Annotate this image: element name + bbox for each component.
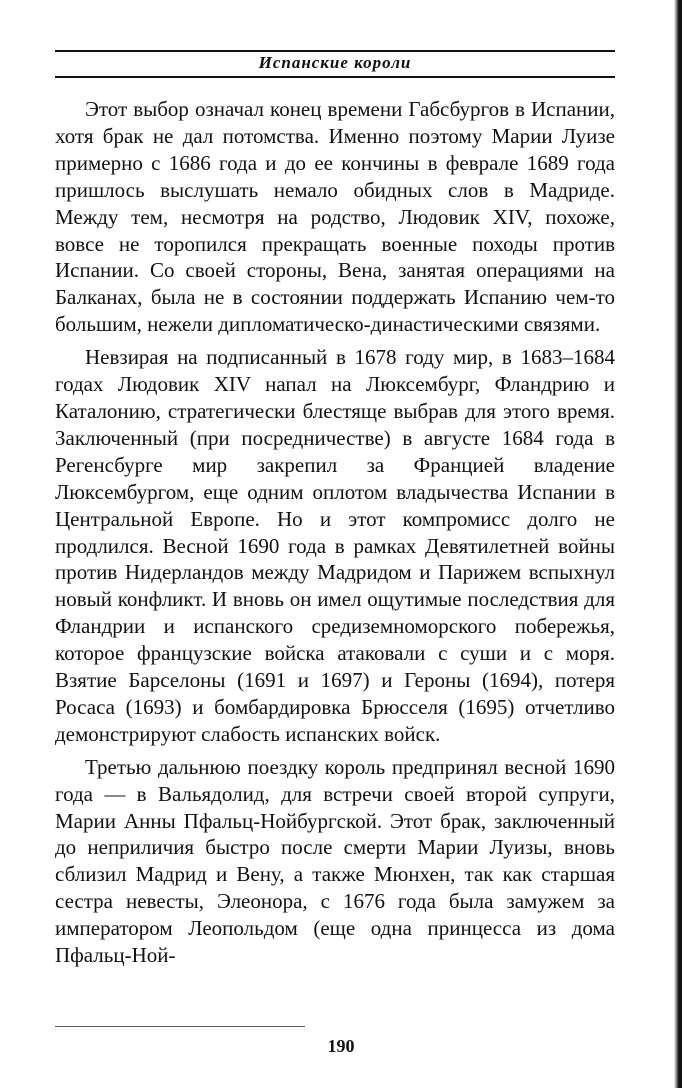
paragraph-2: Невзирая на подписанный в 1678 году мир, в 1683–1684 годах Людовик XIV напал на Люксембург, Фландрию и Каталонию, стратегически блестяще выбрав для этого время. Заключенный (при посредничестве) в августе 1684 года в Регенсбурге мир закрепил за Францией владение Люксембургом, еще одним оплотом владычества Испании в Центральной Европе. Но и этот компромисс долго не продлился. Весной 1690 года в рамках Девятилетней войны против Нидерландов между Мадридом и Парижем вспыхнул новый конфликт. И вновь он имел ощутимые последствия для Фландрии и испанского средиземноморского побережья, которое французские войска атаковали с суши и с моря. Взятие Барселоны (1691 и 1697) и Героны (1694), потеря Росаса (1693) и бомбардировка Брюсселя (1695) отчетливо демонстрируют слабость испанских войск. [55, 345, 615, 746]
body-text [55, 96, 615, 975]
book-spine-shadow [674, 0, 682, 1088]
running-header: Испанские короли [258, 53, 412, 72]
header-rule-top [55, 50, 615, 52]
header-rule-bottom [55, 76, 615, 78]
bottom-rule [55, 1026, 305, 1027]
paragraph-1: Этот выбор означал конец времени Габсбургов в Испании, хотя брак не дал потомства. Именно поэтому Марии Луизе примерно с 1686 года и до ее кончины в феврале 1689 года пришлось выслушать немало обидных слов в Мадриде. Между тем, несмотря на родство, Людовик XIV, похоже, вовсе не торопился прекращать военные походы против Испании. Со своей стороны, Вена, занятая операциями на Балканах, была не в состоянии поддержать Испанию чем-то большим, нежели дипломатическо-династическими связями. [55, 97, 615, 337]
paragraph-3: Третью дальнюю поездку король предпринял весной 1690 года — в Вальядолид, для встречи своей второй супруги, Марии Анны Пфальц-Нойбургской. Этот брак, заключенный до неприличия быстро после смерти Марии Луизы, вновь сблизил Мадрид и Вену, а также Мюнхен, так как старшая сестра невесты, Элеонора, с 1676 года была замужем за императором Леопольдом (еще одна принцесса из дома Пфальц-Ной- [55, 754, 615, 968]
page-number: 190 [327, 1036, 355, 1056]
